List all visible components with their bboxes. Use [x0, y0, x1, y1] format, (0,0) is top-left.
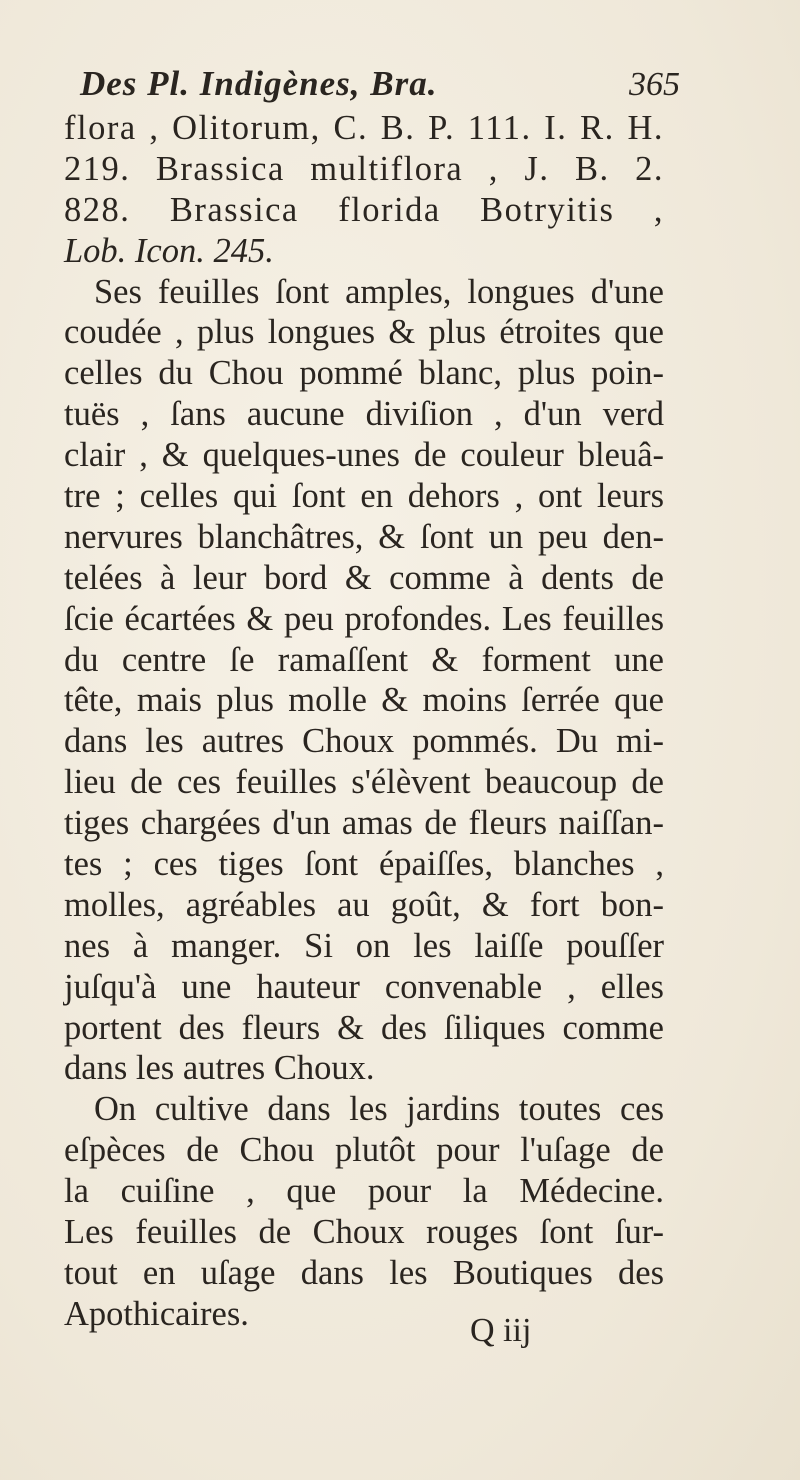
page-header [80, 64, 680, 108]
text-line: flora , Olitorum, C. B. P. 111. I. R. H. [64, 109, 664, 147]
text-line: tuës , ſans aucune diviſion , d'un verd [64, 395, 664, 434]
text-line: Les feuilles de Choux rouges ſont ſur- [64, 1213, 664, 1252]
text-line: du centre ſe ramaſſent & forment une [64, 640, 664, 679]
text-line: tes ; ces tiges ſont épaiſſes, blanches , [64, 845, 664, 884]
text-line: la cuiſine , que pour la Médecine. [64, 1172, 664, 1211]
text-line: coudée , plus longues & plus étroites que [64, 313, 664, 352]
text-line: Apothicaires. [64, 1294, 249, 1333]
text-line: dans les autres Choux pommés. Du mi- [64, 722, 664, 761]
text-line: telées à leur bord & comme à dents de [64, 558, 664, 597]
text-line: tête, mais plus molle & moins ſerrée que [64, 681, 664, 720]
text-line: dans les autres Choux. [64, 1049, 375, 1088]
text-line: nes à manger. Si on les laiſſe pouſſer [64, 926, 664, 965]
body-text [64, 108, 664, 1335]
text-line: 828. Brassica florida Botryitis , [64, 190, 664, 229]
text-line: clair , & quelques-unes de couleur bleuâ- [64, 436, 664, 475]
text-line: celles du Chou pommé blanc, plus poin- [64, 354, 664, 393]
text-line: lieu de ces feuilles s'élèvent beaucoup de [64, 763, 664, 802]
text-line: On cultive dans les jardins toutes ces [94, 1090, 664, 1129]
text-line: 219. Brassica multiflora , J. B. 2. [64, 149, 664, 188]
running-title: Des Pl. Indigènes, Bra. [80, 64, 438, 103]
text-line: tre ; celles qui ſont en dehors , ont leurs [64, 477, 664, 516]
text-line: eſpèces de Chou plutôt pour l'uſage de [64, 1131, 664, 1170]
page-number: 365 [629, 66, 680, 103]
signature-mark: Q iij [470, 1312, 532, 1349]
text-line: Ses feuilles ſont amples, longues d'une [94, 272, 664, 311]
text-line: molles, agréables au goût, & fort bon- [64, 885, 664, 924]
text-line: tout en uſage dans les Boutiques des [64, 1253, 664, 1292]
text-line: tiges chargées d'un amas de fleurs naiſſan- [64, 804, 664, 843]
text-line: juſqu'à une hauteur convenable , elles [64, 967, 664, 1006]
text-line: ſcie écartées & peu profondes. Les feuilles [64, 599, 664, 638]
text-line: portent des fleurs & des ſiliques comme [64, 1008, 664, 1047]
text-line: Lob. Icon. 245. [64, 231, 274, 270]
text-line: nervures blanchâtres, & ſont un peu den- [64, 517, 664, 556]
